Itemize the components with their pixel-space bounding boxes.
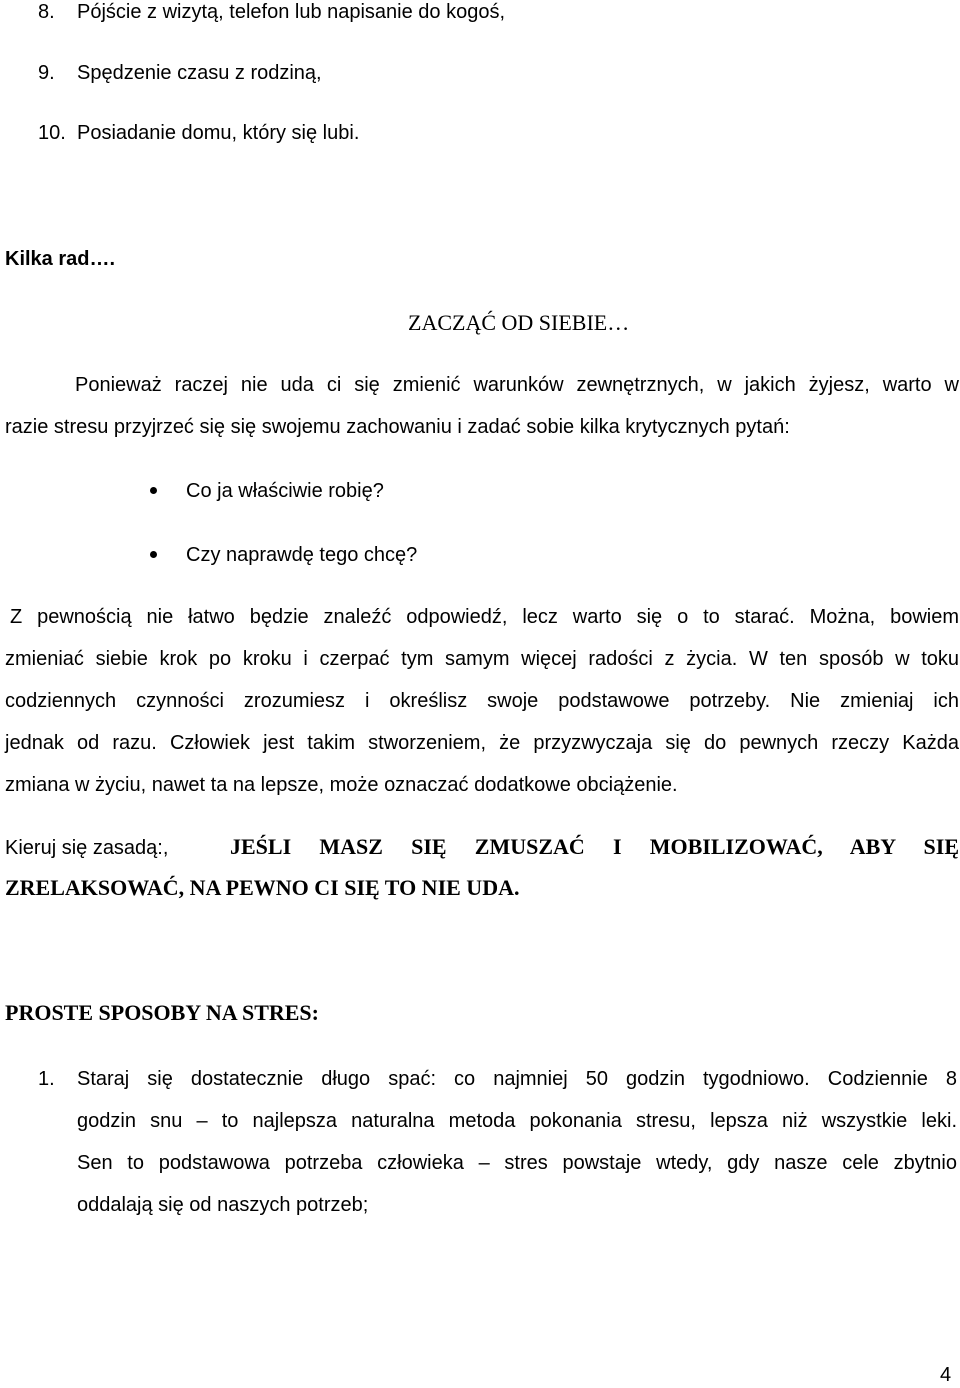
method-1-line-2: godzin snu – to najlepsza naturalna metoda pokonania stresu, lepsza niż wszystkie leki. [77,1110,957,1132]
main-paragraph-line-4: jednak od razu. Człowiek jest takim stworzeniem, że przyzwyczaja się do pewnych rzeczy Każda [5,732,959,754]
rule-emphasis-line-2: ZRELAKSOWAĆ, NA PEWNO CI SIĘ TO NIE UDA. [5,875,520,900]
rule-prefix: Kieruj się zasadą:, [5,837,169,859]
method-1-line-1: Staraj się dostatecznie długo spać: co najmniej 50 godzin tygodniowo. Codziennie 8 [77,1068,957,1090]
section-heading: Kilka rad…. [5,248,116,270]
intro-paragraph-line-2: razie stresu przyjrzeć się się swojemu zachowaniu i zadać sobie kilka krytycznych pytań: [5,416,790,438]
list-item-9-number: 9. [38,62,55,84]
list-item-8-number: 8. [38,1,55,23]
question-1: Co ja właściwie robię? [186,480,384,502]
bullet-icon [150,487,157,494]
page-number: 4 [940,1364,952,1386]
rule-emphasis-line-1: JEŚLI MASZ SIĘ ZMUSZAĆ I MOBILIZOWAĆ, ABY SIĘ [230,834,959,859]
method-1-number: 1. [38,1068,55,1090]
subheading: ZACZĄĆ OD SIEBIE… [408,310,630,335]
list-item-8-text: Pójście z wizytą, telefon lub napisanie do kogoś, [77,1,506,23]
list-item-10-number: 10. [38,122,66,144]
main-paragraph-line-2: zmieniać siebie krok po kroku i czerpać tym samym więcej radości z życia. W ten sposób w toku [5,648,959,670]
main-paragraph-line-1: Z pewnością nie łatwo będzie znaleźć odpowiedź, lecz warto się o to starać. Można, bowiem [10,606,959,628]
bullet-icon [150,551,157,558]
intro-paragraph-line-1: Ponieważ raczej nie uda ci się zmienić warunków zewnętrznych, w jakich żyjesz, warto w [75,374,959,396]
question-2: Czy naprawdę tego chcę? [186,544,418,566]
list-item-10-text: Posiadanie domu, który się lubi. [77,122,360,144]
list-item-9-text: Spędzenie czasu z rodziną, [77,62,322,84]
main-paragraph-line-5: zmiana w życiu, nawet ta na lepsze, może oznaczać dodatkowe obciążenie. [5,774,678,796]
method-1-line-3: Sen to podstawowa potrzeba człowieka – stres powstaje wtedy, gdy nasze cele zbytnio [77,1152,957,1174]
main-paragraph-line-3: codziennych czynności zrozumiesz i określisz swoje podstawowe potrzeby. Nie zmieniaj ich [5,690,959,712]
methods-heading: PROSTE SPOSOBY NA STRES: [5,1000,319,1025]
method-1-line-4: oddalają się od naszych potrzeb; [77,1194,369,1216]
